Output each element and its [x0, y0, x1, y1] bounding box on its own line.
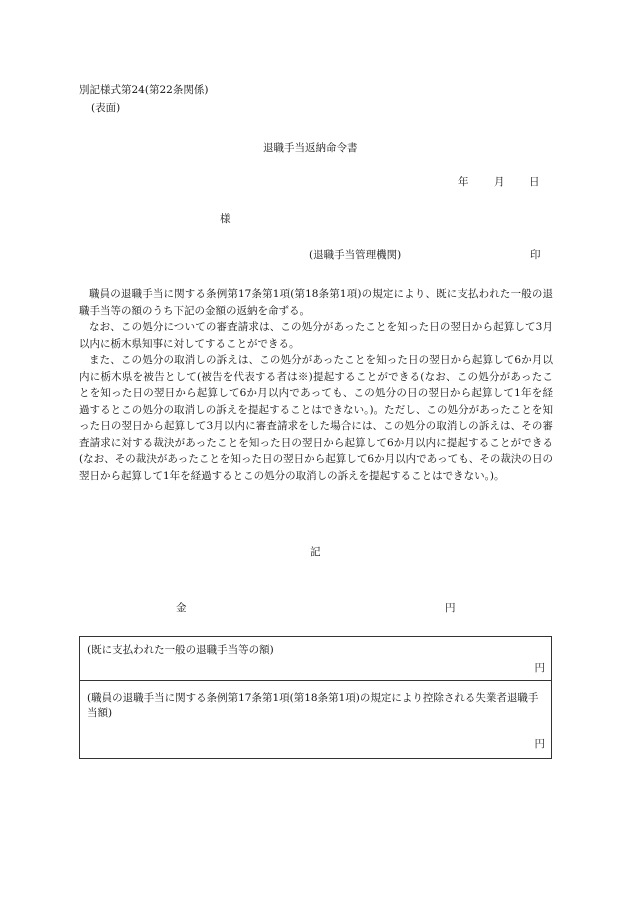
issuer-label: (退職手当管理機関)	[309, 249, 402, 261]
document-title: 退職手当返納命令書	[263, 142, 358, 154]
body-paragraph-3: また、この処分の取消しの訴えは、この処分があったことを知った日の翌日から起算して6か月以内に栃木県を被告として(被告を代表する者は※)提起することができる(なお、この処分があったことを知った日の翌日から起算して6か月以内であっても、この処分の日の翌日から起算して1年を経過するとこの処分の取消しの訴えを提起することはできない。)。ただし、この処分があったことを知った日の翌日から起算して3月以内に審査請求をした場合には、この処分の取消しの訴えは、その審査請求に対する裁決があったことを知った日の翌日から起算して6か月以内に提起することができる(なお、その裁決があったことを知った日の翌日から起算して6か月以内であっても、その裁決の日の翌日から起算して1年を経過するとこの処分の取消しの訴えを提起することはできない。)。	[79, 354, 553, 482]
body-paragraph-2: なお、この処分についての審査請求は、この処分があったことを知った日の翌日から起算して3月以内に栃木県知事に対してすることができる。	[79, 321, 553, 350]
seal-mark: 印	[530, 249, 541, 261]
table-row-label: (職員の退職手当に関する条例第17条第1項(第18条第1項)の規定により控除される失業者退職手当額)	[87, 692, 539, 719]
amount-unit: 円	[445, 602, 456, 614]
form-side-label: (表面)	[91, 102, 121, 114]
table-row-unit: 円	[534, 662, 545, 674]
table-row-label: (既に支払われた一般の退職手当等の額)	[87, 644, 274, 656]
form-number: 別記様式第24(第22条関係)	[79, 84, 209, 96]
addressee-suffix: 様	[220, 213, 231, 225]
date-day: 日	[529, 176, 540, 188]
body-paragraph-1: 職員の退職手当に関する条例第17条第1項(第18条第1項)の規定により、既に支払われた一般の退職手当等の額のうち下記の金額の返納を命ずる。	[79, 288, 553, 317]
ki-heading: 記	[310, 546, 321, 558]
table-row-paid-amount	[79, 636, 552, 681]
date-year: 年	[458, 176, 469, 188]
date-month: 月	[494, 176, 505, 188]
table-row-deducted-amount	[79, 680, 552, 759]
amount-label: 金	[176, 602, 187, 614]
table-row-unit: 円	[534, 738, 545, 750]
